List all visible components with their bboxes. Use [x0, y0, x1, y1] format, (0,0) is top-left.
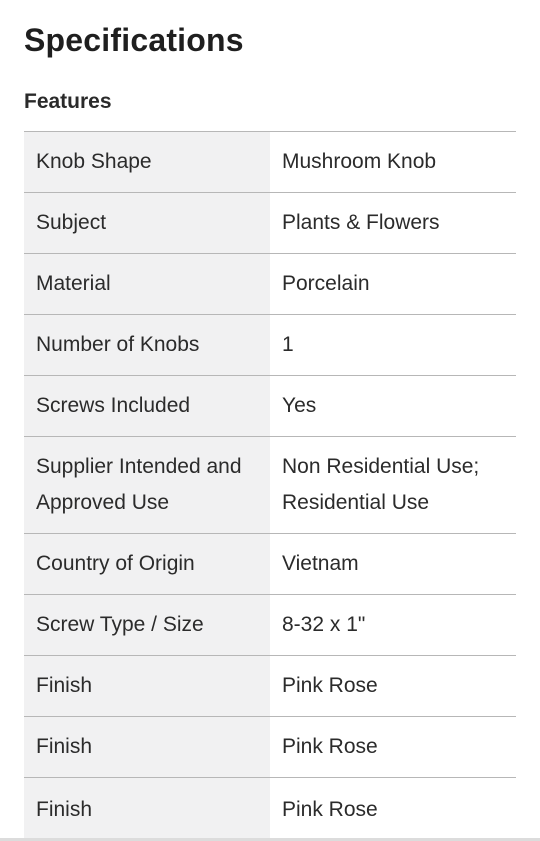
- spec-value: Plants & Flowers: [270, 193, 516, 253]
- spec-label: Finish: [24, 778, 270, 841]
- table-row: [24, 254, 516, 315]
- section-heading-features: Features: [24, 90, 112, 113]
- table-row: [24, 315, 516, 376]
- page-title: Specifications: [24, 22, 244, 58]
- spec-value: Vietnam: [270, 534, 516, 594]
- spec-label: Material: [24, 254, 270, 314]
- spec-value: Yes: [270, 376, 516, 436]
- table-row: [24, 717, 516, 778]
- table-row: [24, 376, 516, 437]
- spec-value: Porcelain: [270, 254, 516, 314]
- table-row: [24, 193, 516, 254]
- table-row: [24, 595, 516, 656]
- spec-label: Finish: [24, 717, 270, 777]
- table-row: [24, 778, 516, 841]
- table-row: [24, 534, 516, 595]
- table-row: [24, 437, 516, 534]
- specifications-table: [24, 131, 516, 841]
- spec-label: Screws Included: [24, 376, 270, 436]
- spec-value: Pink Rose: [270, 778, 516, 841]
- spec-value: Non Residential Use; Residential Use: [270, 437, 516, 533]
- spec-label: Screw Type / Size: [24, 595, 270, 655]
- spec-label: Number of Knobs: [24, 315, 270, 375]
- table-row: [24, 132, 516, 193]
- spec-label: Subject: [24, 193, 270, 253]
- spec-value: 8-32 x 1": [270, 595, 516, 655]
- spec-value: Pink Rose: [270, 717, 516, 777]
- spec-label: Supplier Intended and Approved Use: [24, 437, 270, 533]
- spec-label: Knob Shape: [24, 132, 270, 192]
- table-row: [24, 656, 516, 717]
- spec-label: Finish: [24, 656, 270, 716]
- spec-value: Mushroom Knob: [270, 132, 516, 192]
- spec-label: Country of Origin: [24, 534, 270, 594]
- spec-value: Pink Rose: [270, 656, 516, 716]
- spec-value: 1: [270, 315, 516, 375]
